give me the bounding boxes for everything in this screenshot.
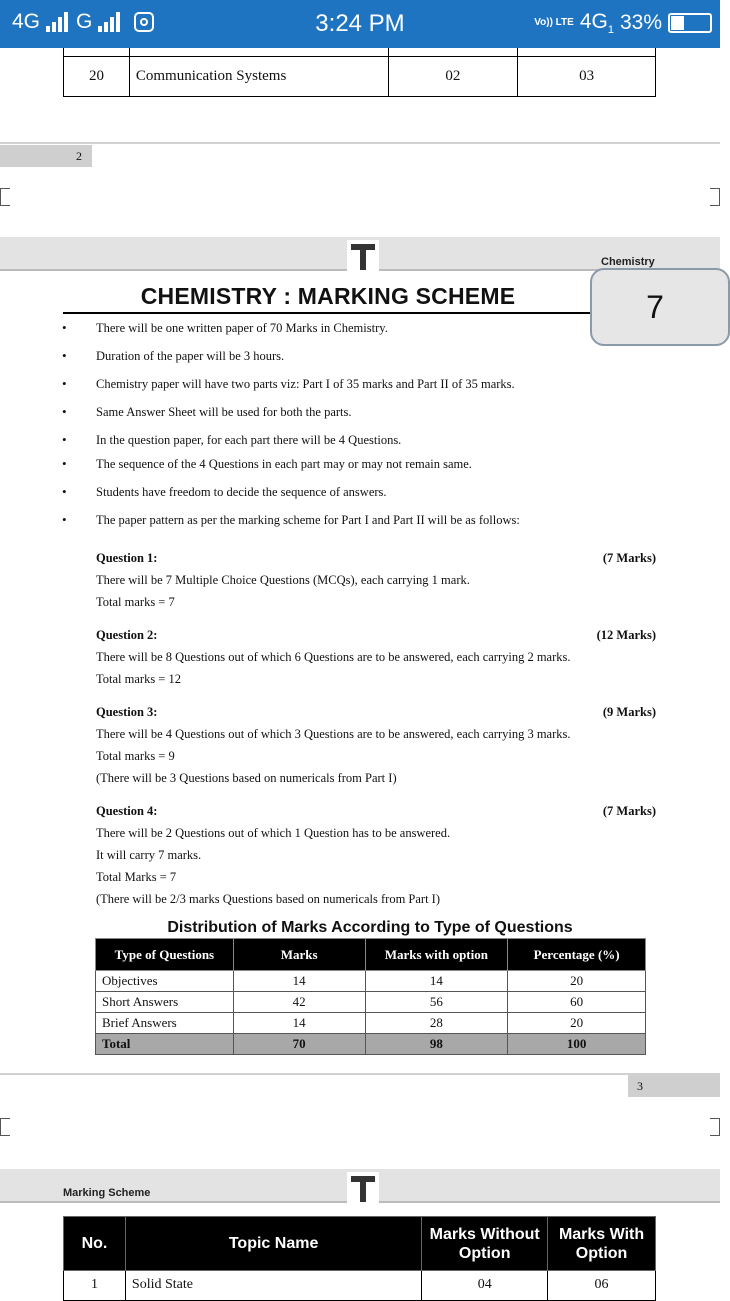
crop-mark-left [0,188,10,206]
distribution-title: Distribution of Marks According to Type of Questions [167,919,573,936]
page-number: 2 [76,149,82,163]
table-cell: 56 [365,992,508,1013]
topic-table [63,1216,656,1301]
table-cell: 70 [233,1034,365,1055]
table-cell: 98 [365,1034,508,1055]
cell-topic: Communication Systems [129,56,388,96]
question-marks: (9 Marks) [602,705,656,719]
table-cell: 14 [365,971,508,992]
cell-marks-without: 02 [388,56,518,96]
list-item: • In the question paper, for each part there will be 4 Questions. [60,430,620,454]
question-heading: Question 4: [96,804,158,818]
question-line: There will be 7 Multiple Choice Questions (MCQs), each carrying 1 mark. [96,573,470,587]
question-line: It will carry 7 marks. [96,848,202,862]
question-line: Total marks = 12 [96,672,181,686]
table-row [64,1271,656,1301]
list-item: • Duration of the paper will be 3 hours. [60,346,620,374]
question-line: (There will be 2/3 marks Questions based on numericals from Part I) [96,892,441,906]
page-title: CHEMISTRY : MARKING SCHEME [140,283,516,309]
question-line: There will be 4 Questions out of which 3 Questions are to be answered, each carrying 3 marks. [96,727,571,741]
question-heading: Question 3: [96,705,158,719]
question-line: Total marks = 9 [96,749,175,763]
title-underline [63,312,593,314]
question-heading: Question 1: [96,551,158,565]
publisher-logo [347,1172,379,1204]
table-header-row [64,1217,656,1271]
question-line: (There will be 3 Questions based on numericals from Part I) [96,771,397,785]
table-cell: 06 [548,1271,656,1301]
column-header: Marks with option [365,939,508,971]
question-3-block [96,701,656,789]
table-cell: 14 [233,971,365,992]
battery-percent: 33% [619,11,662,35]
column-header: No. [64,1217,126,1271]
cell-marks-with: 03 [518,56,656,96]
question-4-block [96,800,656,910]
battery-icon [668,13,712,33]
page-divider [0,1073,720,1075]
network-type-2: G [76,10,93,33]
table-cell: 04 [422,1271,548,1301]
table-total-row [96,1034,646,1055]
crop-mark-right [710,1118,720,1136]
table-cell: Brief Answers [96,1013,234,1034]
question-line: There will be 2 Questions out of which 1 Question has to be answered. [96,826,451,840]
page-number: 3 [637,1079,643,1093]
crop-mark-right [710,188,720,206]
column-header: Marks [233,939,365,971]
question-line: Total marks = 7 [96,595,175,609]
status-time: 3:24 PM [315,10,405,37]
table-cell: Short Answers [96,992,234,1013]
question-marks: (12 Marks) [596,628,656,642]
publisher-logo [347,240,379,272]
question-line: There will be 8 Questions out of which 6 Questions are to be answered, each carrying 2 marks. [96,650,571,664]
column-header: Percentage (%) [508,939,646,971]
table-row [96,992,646,1013]
column-header: Type of Questions [96,939,234,971]
network-type-3: $4G_1$ [579,10,614,37]
table-cell: 100 [508,1034,646,1055]
question-1-block [96,547,656,613]
list-item: • There will be one written paper of 70 Marks in Chemistry. [60,318,620,346]
table-cell: Total [96,1034,234,1055]
table-cell: 42 [233,992,365,1013]
cell-no: 20 [64,56,130,96]
topic-table-fragment [63,48,656,97]
table-row [64,56,656,96]
list-item: • The paper pattern as per the marking scheme for Part I and Part II will be as follows: [60,510,620,538]
question-marks: (7 Marks) [602,551,656,565]
table-cell: 1 [64,1271,126,1301]
list-item: • Chemistry paper will have two parts viz: Part I of 35 marks and Part II of 35 marks. [60,374,620,402]
table-row [96,1013,646,1034]
table-cell: 20 [508,1013,646,1034]
crop-mark-left [0,1118,10,1136]
table-cell: 28 [365,1013,508,1034]
column-header: Marks With Option [548,1217,656,1271]
list-item: • Same Answer Sheet will be used for both the parts. [60,402,620,430]
table-cell: 20 [508,971,646,992]
chapter-number-tab: 7 [590,268,730,346]
network-type-1: 4G [12,10,41,33]
table-header-row [96,939,646,971]
list-item: • Students have freedom to decide the sequence of answers. [60,482,620,510]
column-header: Marks Without Option [422,1217,548,1271]
column-header: Topic Name [125,1217,421,1271]
table-cell: 14 [233,1013,365,1034]
header-section: Marking Scheme [63,1187,151,1199]
page-divider [0,142,720,144]
distribution-table [95,938,646,1055]
question-heading: Question 2: [96,628,158,642]
table-cell: 60 [508,992,646,1013]
question-marks: (7 Marks) [602,804,656,818]
list-item: • The sequence of the 4 Questions in each part may or may not remain same. [60,454,620,482]
question-2-block [96,624,656,690]
table-row [96,971,646,992]
table-cell: Solid State [125,1271,421,1301]
status-bar [0,0,720,48]
header-subject: Chemistry [601,256,655,268]
question-line: Total Marks = 7 [96,870,177,884]
rules-list [60,318,620,538]
status-right-icons [534,10,712,36]
volte-icon: Vo)) LTE [534,17,574,29]
table-cell: Objectives [96,971,234,992]
